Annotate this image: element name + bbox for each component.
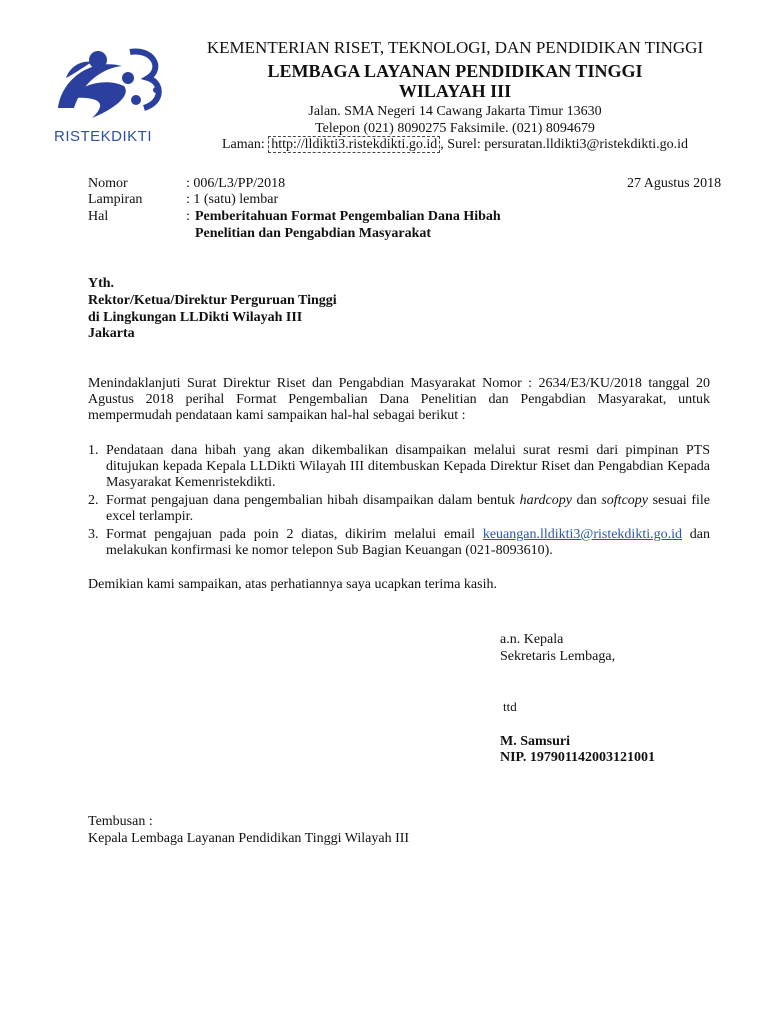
hal-colon: : xyxy=(186,209,190,224)
signatory-nip: NIP. 197901142003121001 xyxy=(500,750,656,765)
lampiran-value: : 1 (satu) lembar xyxy=(186,192,279,207)
recipient-line1: Rektor/Ketua/Direktur Perguruan Tinggi xyxy=(88,293,337,308)
item-3-number: 3. xyxy=(88,527,99,542)
recipient-line3: Jakarta xyxy=(88,326,135,341)
signature-title: Sekretaris Lembaga, xyxy=(500,649,616,664)
cc-label: Tembusan : xyxy=(88,814,153,829)
intro-paragraph: Menindaklanjuti Surat Direktur Riset dan Pengabdian Masyarakat Nomor : 2634/E3/KU/2018 tanggal 20 Agustus 2018 perihal Format Pengembalian Dana Penelitian dan Pengabdian Masyarakat, untuk mempermudah pendataan kami sampaikan hal-hal sebagai berikut : xyxy=(88,376,710,423)
letter-date: 27 Agustus 2018 xyxy=(627,176,722,191)
signature-an: a.n. Kepala xyxy=(500,632,564,647)
website-link[interactable]: http://lldikti3.ristekdikti.go.id xyxy=(268,136,440,153)
hal-label: Hal xyxy=(88,209,109,224)
ministry-title: KEMENTERIAN RISET, TEKNOLOGI, DAN PENDIDIKAN TINGGI xyxy=(206,38,704,57)
item-1-number: 1. xyxy=(88,443,99,458)
email-link[interactable]: keuangan.lldikti3@ristekdikti.go.id xyxy=(482,527,682,542)
item-2-softcopy: softcopy xyxy=(601,493,648,508)
agency-title: LEMBAGA LAYANAN PENDIDIKAN TINGGI xyxy=(267,61,643,81)
cc-recipient: Kepala Lembaga Layanan Pendidikan Tinggi Wilayah III xyxy=(88,831,410,846)
agency-region: WILAYAH III xyxy=(398,81,512,101)
item-2-hardcopy: hardcopy xyxy=(519,493,572,508)
item-2-part-a: Format pengajuan dana pengembalian hibah disampaikan dalam bentuk xyxy=(106,493,520,508)
nomor-value: : 006/L3/PP/2018 xyxy=(186,176,286,191)
item-1-text: Pendataan dana hibah yang akan dikembalikan disampaikan melalui surat resmi dari pimpinan PTS ditujukan kepada Kepala LLDikti Wilayah III ditembuskan Kepada Direktur Riset dan Pengabdian Kepada Masyarakat Kemenristekdikti. xyxy=(106,443,710,490)
signatory-name: M. Samsuri xyxy=(500,734,570,749)
recipient-yth: Yth. xyxy=(88,276,115,291)
item-3-part-a: Format pengajuan pada poin 2 diatas, dikirim melalui email xyxy=(106,527,483,542)
item-2-part-c: sesuai file excel terlampir. xyxy=(106,493,710,524)
closing-sentence: Demikian kami sampaikan, atas perhatiannya saya ucapkan terima kasih. xyxy=(88,577,497,592)
email-contact: , Surel: persuratan.lldikti3@ristekdikti.go.id xyxy=(440,137,689,152)
lampiran-label: Lampiran xyxy=(88,192,143,207)
logo-text: RISTEKDIKTI xyxy=(54,128,153,145)
web-label: Laman: xyxy=(221,137,269,152)
item-3-text xyxy=(106,527,710,559)
item-2-part-b: dan xyxy=(571,493,602,508)
recipient-line2: di Lingkungan LLDikti Wilayah III xyxy=(88,310,303,325)
subject-line2: Penelitian dan Pengabdian Masyarakat xyxy=(195,226,432,241)
item-2-text xyxy=(106,493,710,525)
subject-line1: Pemberitahuan Format Pengembalian Dana Hibah xyxy=(195,209,501,224)
item-3-part-b: dan melakukan konfirmasi ke nomor telepon Sub Bagian Keuangan (021-8093610). xyxy=(106,527,711,558)
phone-line: Telepon (021) 8090275 Faksimile. (021) 8094679 xyxy=(315,121,595,136)
nomor-label: Nomor xyxy=(88,176,128,191)
signature-ttd: ttd xyxy=(503,699,517,714)
item-2-number: 2. xyxy=(88,493,99,508)
address: Jalan. SMA Negeri 14 Cawang Jakarta Timur 13630 xyxy=(308,104,602,119)
contact-line xyxy=(175,137,735,153)
